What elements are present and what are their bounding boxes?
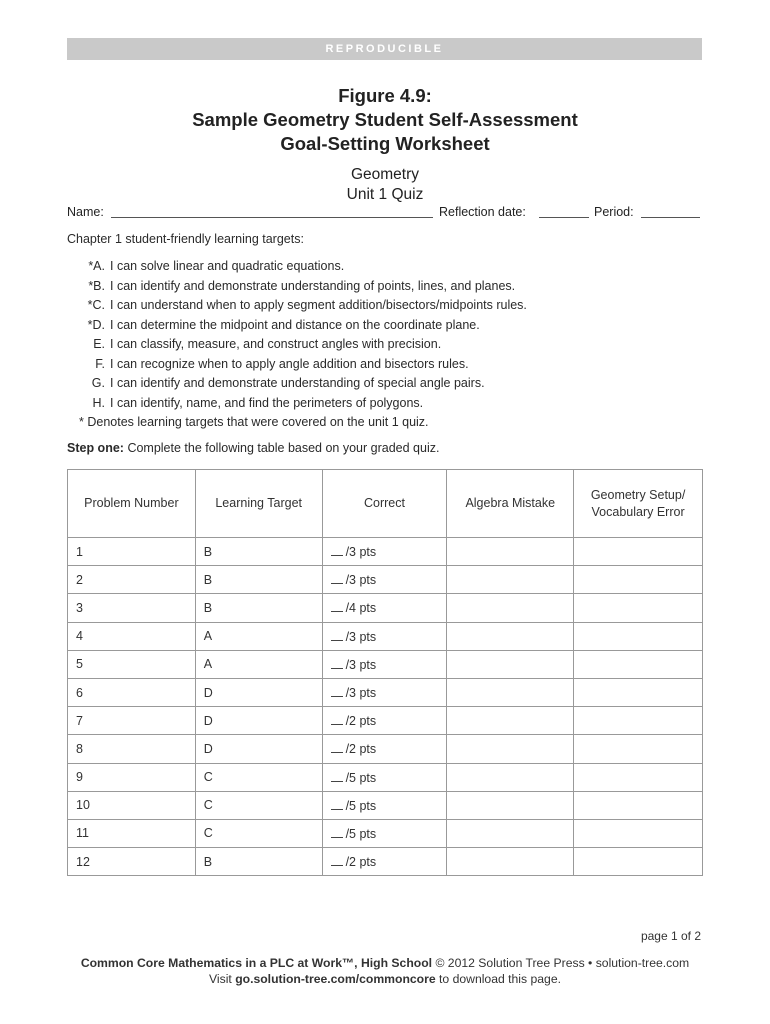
points-possible: /2 pts (345, 742, 377, 757)
learning-targets-list (67, 257, 707, 433)
problem-number-cell: 9 (68, 763, 196, 791)
period-label: Period: (594, 205, 634, 219)
table-row (68, 594, 703, 622)
geometry-error-cell[interactable] (574, 650, 703, 678)
footer-copyright: © 2012 Solution Tree Press • solution-tree.com (435, 956, 690, 970)
learning-target-letter: F. (95, 356, 105, 371)
score-blank[interactable] (331, 685, 343, 697)
score-blank[interactable] (331, 854, 343, 866)
points-possible: /2 pts (345, 855, 377, 870)
learning-target-letter: E. (93, 337, 105, 351)
correct-cell[interactable] (322, 538, 447, 566)
correct-cell[interactable] (322, 622, 447, 650)
algebra-mistake-cell[interactable] (447, 735, 574, 763)
algebra-mistake-cell[interactable] (447, 650, 574, 678)
title-line-1: Figure 4.9: (338, 85, 432, 106)
algebra-mistake-cell[interactable] (447, 763, 574, 791)
score-blank[interactable] (331, 713, 343, 725)
points-possible: /3 pts (345, 629, 377, 644)
points-possible: /3 pts (345, 573, 377, 588)
learning-target-letter: *A. (88, 259, 105, 273)
learning-target-cell: D (195, 707, 322, 735)
problem-number-cell: 10 (68, 791, 196, 819)
subtitle (0, 165, 770, 205)
learning-target-text: I can recognize when to apply angle addition and bisectors rules. (110, 356, 469, 371)
learning-target-cell: A (195, 650, 322, 678)
algebra-mistake-cell[interactable] (447, 678, 574, 706)
subtitle-course: Geometry (350, 166, 420, 183)
score-blank[interactable] (331, 798, 343, 810)
page-number: page 1 of 2 (640, 929, 701, 943)
score-blank[interactable] (331, 544, 343, 556)
period-field[interactable] (641, 217, 700, 218)
problem-number-cell: 12 (68, 848, 196, 876)
step-one-text: Complete the following table based on your graded quiz. (127, 441, 440, 455)
score-blank[interactable] (331, 657, 343, 669)
correct-cell[interactable] (322, 707, 447, 735)
score-blank[interactable] (331, 770, 343, 782)
header-learning-target: Learning Target (195, 470, 322, 538)
algebra-mistake-cell[interactable] (447, 819, 574, 847)
points-possible: /5 pts (345, 770, 377, 785)
learning-target-text: I can classify, measure, and construct angles with precision. (110, 337, 442, 351)
header-problem-number: Problem Number (68, 470, 196, 538)
algebra-mistake-cell[interactable] (447, 707, 574, 735)
points-possible: /3 pts (345, 657, 377, 672)
table-row (68, 791, 703, 819)
step-one-label: Step one: (67, 441, 124, 455)
learning-target-item (67, 355, 707, 375)
correct-cell[interactable] (322, 763, 447, 791)
title-line-2: Sample Geometry Student Self-Assessment (192, 109, 578, 130)
learning-target-text: I can solve linear and quadratic equations. (110, 259, 345, 273)
footer-book-title: Common Core Mathematics in a PLC at Work™, High School (80, 956, 433, 970)
header-algebra-mistake: Algebra Mistake (447, 470, 574, 538)
footer-download: to download this page. (439, 972, 561, 986)
table-row (68, 735, 703, 763)
geometry-error-cell[interactable] (574, 763, 703, 791)
subtitle-quiz: Unit 1 Quiz (346, 186, 424, 203)
table-row (68, 763, 703, 791)
learning-target-cell: C (195, 819, 322, 847)
problem-number-cell: 5 (68, 650, 196, 678)
learning-target-letter: *D. (87, 317, 105, 332)
learning-target-cell: A (195, 622, 322, 650)
points-possible: /2 pts (345, 714, 377, 729)
quiz-table (67, 469, 703, 876)
algebra-mistake-cell[interactable] (447, 594, 574, 622)
problem-number-cell: 2 (68, 566, 196, 594)
learning-target-item (67, 335, 707, 355)
problem-number-cell: 8 (68, 735, 196, 763)
score-blank[interactable] (331, 741, 343, 753)
table-row (68, 566, 703, 594)
learning-target-item (67, 296, 707, 316)
learning-target-letter: H. (92, 395, 105, 410)
geometry-error-cell[interactable] (574, 735, 703, 763)
learning-target-cell: B (195, 566, 322, 594)
correct-cell[interactable] (322, 650, 447, 678)
learning-target-cell: D (195, 678, 322, 706)
score-blank[interactable] (331, 629, 343, 641)
geometry-error-cell[interactable] (574, 707, 703, 735)
learning-target-item (67, 277, 707, 297)
problem-number-cell: 7 (68, 707, 196, 735)
learning-target-cell: C (195, 763, 322, 791)
problem-number-cell: 1 (68, 538, 196, 566)
learning-target-text: I can understand when to apply segment addition/bisectors/midpoints rules. (110, 298, 527, 312)
footer-visit: Visit (208, 972, 232, 986)
page-title (0, 84, 770, 156)
problem-number-cell: 11 (68, 819, 196, 847)
score-blank[interactable] (331, 600, 343, 612)
score-blank[interactable] (331, 572, 343, 584)
learning-target-cell: B (195, 848, 322, 876)
geometry-error-cell[interactable] (574, 622, 703, 650)
algebra-mistake-cell[interactable] (447, 566, 574, 594)
reflection-date-label: Reflection date: (439, 205, 526, 219)
learning-target-text: I can identify, name, and find the perimeters of polygons. (110, 395, 424, 410)
points-possible: /3 pts (345, 686, 377, 701)
algebra-mistake-cell[interactable] (447, 622, 574, 650)
learning-target-letter: *B. (88, 278, 105, 293)
student-info-row (67, 205, 702, 223)
name-label: Name: (67, 205, 104, 219)
table-header-row (68, 470, 703, 538)
problem-number-cell: 6 (68, 678, 196, 706)
header-correct: Correct (322, 470, 447, 538)
learning-target-cell: B (195, 594, 322, 622)
name-field[interactable] (111, 217, 433, 218)
learning-target-cell: D (195, 735, 322, 763)
geometry-error-cell[interactable] (574, 566, 703, 594)
correct-cell[interactable] (322, 791, 447, 819)
points-possible: /4 pts (345, 601, 377, 616)
learning-target-item (67, 394, 707, 414)
geometry-error-cell[interactable] (574, 791, 703, 819)
learning-target-cell: C (195, 791, 322, 819)
footer (0, 955, 770, 987)
reproducible-banner: REPRODUCIBLE (67, 38, 702, 60)
problem-number-cell: 3 (68, 594, 196, 622)
geometry-error-cell[interactable] (574, 819, 703, 847)
correct-cell[interactable] (322, 678, 447, 706)
reflection-date-field[interactable] (539, 217, 589, 218)
learning-target-text: I can identify and demonstrate understanding of special angle pairs. (110, 376, 485, 390)
footer-url[interactable]: go.solution-tree.com/commoncore (235, 972, 436, 986)
table-row (68, 848, 703, 876)
table-row (68, 819, 703, 847)
learning-target-item (67, 257, 707, 277)
points-possible: /3 pts (345, 545, 377, 560)
targets-footnote: * Denotes learning targets that were covered on the unit 1 quiz. (79, 415, 429, 429)
learning-target-text: I can identify and demonstrate understanding of points, lines, and planes. (110, 278, 516, 293)
table-row (68, 622, 703, 650)
header-geometry-error: Geometry Setup/ Vocabulary Error (574, 470, 703, 538)
correct-cell[interactable] (322, 819, 447, 847)
geometry-error-cell[interactable] (574, 594, 703, 622)
learning-target-item (67, 374, 707, 394)
targets-intro: Chapter 1 student-friendly learning targets: (67, 232, 304, 246)
problem-number-cell: 4 (68, 622, 196, 650)
learning-target-letter: *C. (87, 298, 105, 312)
correct-cell[interactable] (322, 735, 447, 763)
learning-target-text: I can determine the midpoint and distance on the coordinate plane. (110, 317, 480, 332)
correct-cell[interactable] (322, 848, 447, 876)
title-line-3: Goal-Setting Worksheet (280, 133, 490, 154)
points-possible: /5 pts (345, 826, 377, 841)
learning-target-letter: G. (91, 376, 105, 390)
correct-cell[interactable] (322, 566, 447, 594)
algebra-mistake-cell[interactable] (447, 791, 574, 819)
table-row (68, 678, 703, 706)
points-possible: /5 pts (345, 798, 377, 813)
learning-target-cell: B (195, 538, 322, 566)
correct-cell[interactable] (322, 594, 447, 622)
algebra-mistake-cell[interactable] (447, 538, 574, 566)
table-row (68, 707, 703, 735)
geometry-error-cell[interactable] (574, 848, 703, 876)
score-blank[interactable] (331, 826, 343, 838)
table-row (68, 650, 703, 678)
learning-target-item (67, 316, 707, 336)
algebra-mistake-cell[interactable] (447, 848, 574, 876)
geometry-error-cell[interactable] (574, 538, 703, 566)
table-row (68, 538, 703, 566)
step-one (67, 441, 439, 455)
geometry-error-cell[interactable] (574, 678, 703, 706)
